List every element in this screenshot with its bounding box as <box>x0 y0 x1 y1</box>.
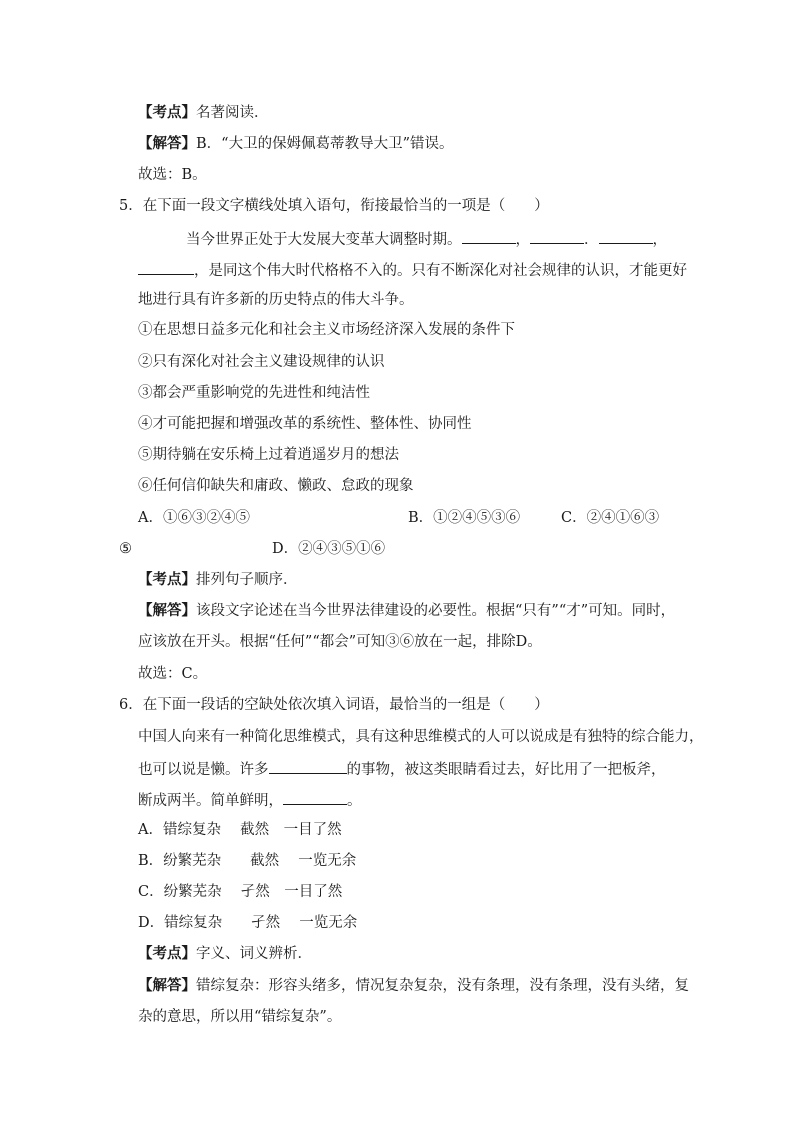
blank <box>138 259 194 275</box>
jieda-text: 该段文字论述在当今世界法律建设的必要性。根据“只有”“才”可知。同时， <box>196 603 676 619</box>
blank <box>269 758 347 774</box>
q5-kaodian <box>138 570 298 590</box>
q6-passage-line-3: 断成两半。简单鲜明， 。 <box>138 789 362 811</box>
q4-kaodian <box>138 103 269 123</box>
q5-item: ⑥任何信仰缺失和庸政、懒政、怠政的现象 <box>138 478 414 494</box>
jieda-text: B．“大卫的保姆佩葛蒂教导大卫”错误。 <box>196 136 454 152</box>
q5-passage-line-1: 当今世界正处于大发展大变革大调整时期。 ， ． ， <box>186 228 667 250</box>
q5-option-a: A．①⑥③②④⑤ <box>138 510 250 526</box>
q6-option-b: B．纷繁芜杂 截然 一览无余 <box>138 853 357 869</box>
q5-item: ②只有深化对社会主义建设规律的认识 <box>138 354 385 370</box>
q4-guxuan: 故选：B。 <box>138 167 207 183</box>
q5-option-c: C．②④①⑥③ <box>561 510 660 526</box>
q5-passage-line-2: ，是同这个伟大时代格格不入的。只有不断深化对社会规律的认识，才能更好 <box>138 259 687 281</box>
jieda-text: 错综复杂：形容头绪多，情况复杂复杂，没有条理，没有条理，没有头绪，复 <box>196 978 689 994</box>
q6-jieda-cont: 杂的意思，所以用“错综复杂”。 <box>138 1009 342 1025</box>
blank <box>283 789 347 805</box>
kaodian-label: 【考点】 <box>138 571 196 588</box>
kaodian-text: 名著阅读． <box>196 105 269 121</box>
q5-stem: 5．在下面一段文字横线处填入语句，衔接最恰当的一项是（ ） <box>119 198 549 214</box>
q5-passage-line-3: 地进行具有许多新的历史特点的伟大斗争。 <box>138 292 414 308</box>
q5-guxuan: 故选：C。 <box>138 666 208 682</box>
jieda-label: 【解答】 <box>138 135 196 152</box>
kaodian-text: 字义、词义辨析． <box>196 946 312 962</box>
q6-option-d: D．错综复杂 孑然 一览无余 <box>138 915 358 931</box>
jieda-label: 【解答】 <box>138 602 196 619</box>
q5-item: ④才可能把握和增强改革的系统性、整体性、协同性 <box>138 416 472 432</box>
q6-stem: 6．在下面一段话的空缺处依次填入词语，最恰当的一组是（ ） <box>119 697 549 713</box>
blank <box>599 228 653 244</box>
q5-item: ①在思想日益多元化和社会主义市场经济深入发展的条件下 <box>138 322 515 338</box>
kaodian-label: 【考点】 <box>138 945 196 962</box>
q5-jieda-cont: 应该放在开头。根据“任何”“都会”可知③⑥放在一起，排除D。 <box>138 634 542 650</box>
kaodian-label: 【考点】 <box>138 104 196 121</box>
q6-jieda <box>138 976 689 996</box>
q5-item: ③都会严重影响党的先进性和纯洁性 <box>138 385 370 401</box>
q6-option-c: C．纷繁芜杂 孑然 一目了然 <box>138 884 343 900</box>
q5-option-d: D．②④③⑤①⑥ <box>272 541 386 557</box>
q6-option-a: A．错综复杂 截然 一目了然 <box>138 822 342 838</box>
q5-jieda <box>138 601 675 621</box>
q5-item: ⑤期待躺在安乐椅上过着逍遥岁月的想法 <box>138 447 399 463</box>
blank <box>530 228 584 244</box>
q5-option-b: B．①②④⑤③⑥ <box>408 510 521 526</box>
q6-passage-line-2: 也可以说是懒。许多 的事物，被这类眼睛看过去，好比用了一把板斧， <box>138 758 666 780</box>
q5-option-c-cont: ⑤ <box>119 541 132 557</box>
blank <box>462 228 516 244</box>
q6-passage-line-1: 中国人向来有一种简化思维模式，具有这种思维模式的人可以说成是有独特的综合能力， <box>138 729 704 745</box>
jieda-label: 【解答】 <box>138 977 196 994</box>
q6-kaodian <box>138 944 312 964</box>
q4-jieda <box>138 134 453 154</box>
kaodian-text: 排列句子顺序． <box>196 572 298 588</box>
